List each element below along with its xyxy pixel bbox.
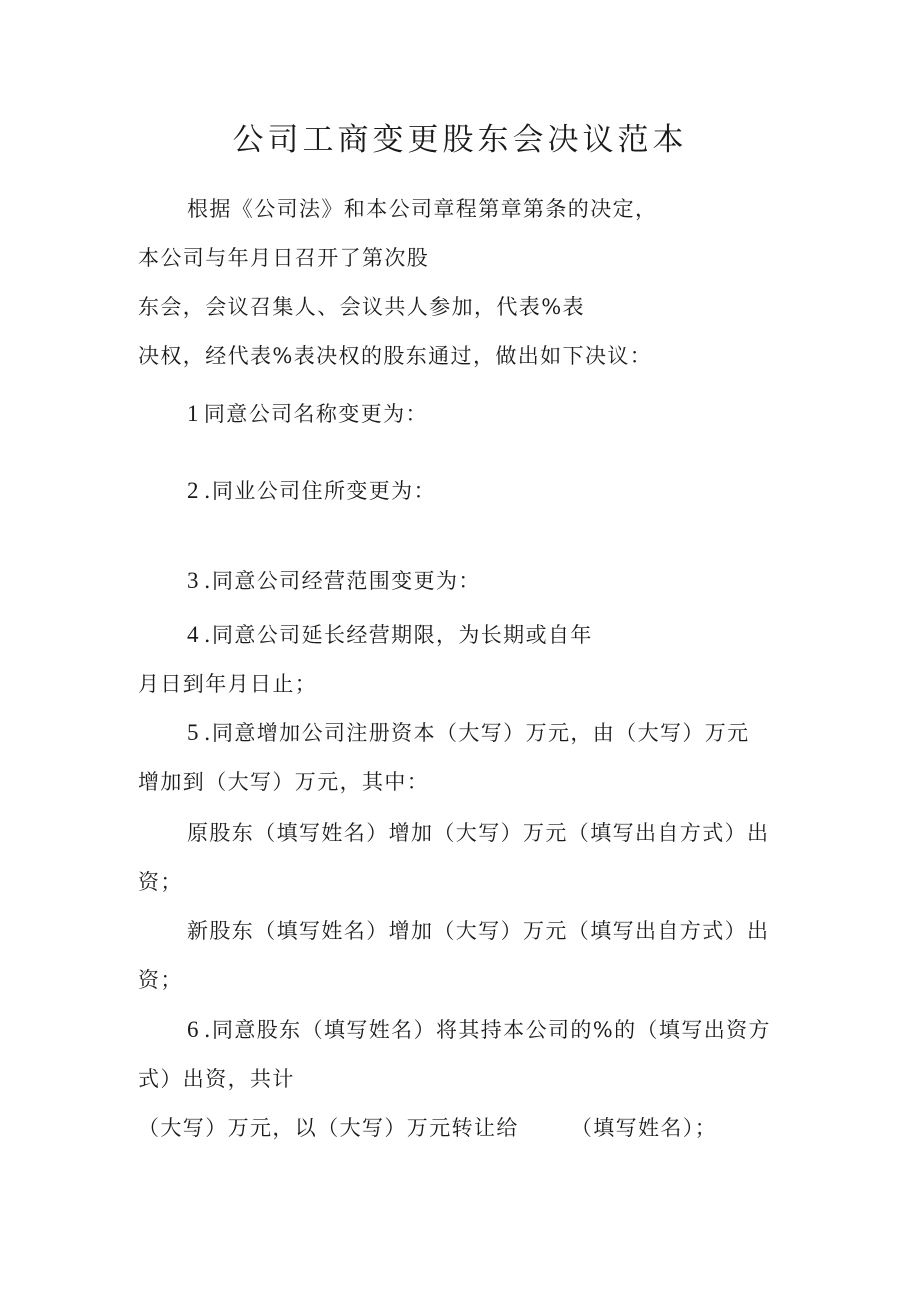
resolution-item-5 <box>187 718 750 748</box>
paragraph-line: 资； <box>138 870 183 894</box>
transfer-amount-text: （大写）万元，以（大写）万元转让给 <box>138 1116 519 1140</box>
resolution-item-4 <box>187 620 593 650</box>
item-text: .同意公司延长经营期限，为长期或自年 <box>203 623 593 647</box>
paragraph-line: 式）出资，共计 <box>138 1067 295 1091</box>
document-title: 公司工商变更股东会决议范本 <box>232 122 688 158</box>
paragraph-line: 本公司与年月日召开了第次股 <box>138 246 430 270</box>
item-number: 5 <box>187 720 200 745</box>
item-number: 2 <box>187 478 200 503</box>
item-number: 3 <box>187 568 200 593</box>
paragraph-line: 原股东（填写姓名）增加（大写）万元（填写出自方式）出 <box>187 821 770 845</box>
resolution-item-1 <box>187 399 428 429</box>
paragraph-line: 增加到（大写）万元，其中： <box>138 770 430 794</box>
resolution-item-3 <box>187 566 481 596</box>
item-text: .同意增加公司注册资本（大写）万元，由（大写）万元 <box>203 721 750 745</box>
item-text: 同意公司名称变更为： <box>203 402 428 426</box>
paragraph-line: 月日到年月日止； <box>138 672 318 696</box>
item-number: 6 <box>187 1017 200 1042</box>
paragraph-line: 决权，经代表%表决权的股东通过，做出如下决议： <box>138 344 653 368</box>
transferee-text: （填写姓名）； <box>570 1116 718 1140</box>
item-number: 1 <box>187 401 200 426</box>
paragraph-line: 东会，会议召集人、会议共人参加，代表%表 <box>138 295 585 319</box>
paragraph-line: 新股东（填写姓名）增加（大写）万元（填写出自方式）出 <box>187 919 770 943</box>
resolution-item-2 <box>187 476 436 506</box>
item-text: .同意公司经营范围变更为： <box>203 569 481 593</box>
item-text: .同业公司住所变更为： <box>203 479 436 503</box>
resolution-item-6 <box>187 1015 771 1045</box>
paragraph-line: 资； <box>138 968 183 992</box>
item-number: 4 <box>187 622 200 647</box>
item-text: .同意股东（填写姓名）将其持本公司的%的（填写出资方 <box>203 1018 771 1042</box>
paragraph-line: 根据《公司法》和本公司章程第章第条的决定， <box>187 197 658 221</box>
paragraph-line <box>138 1113 717 1143</box>
